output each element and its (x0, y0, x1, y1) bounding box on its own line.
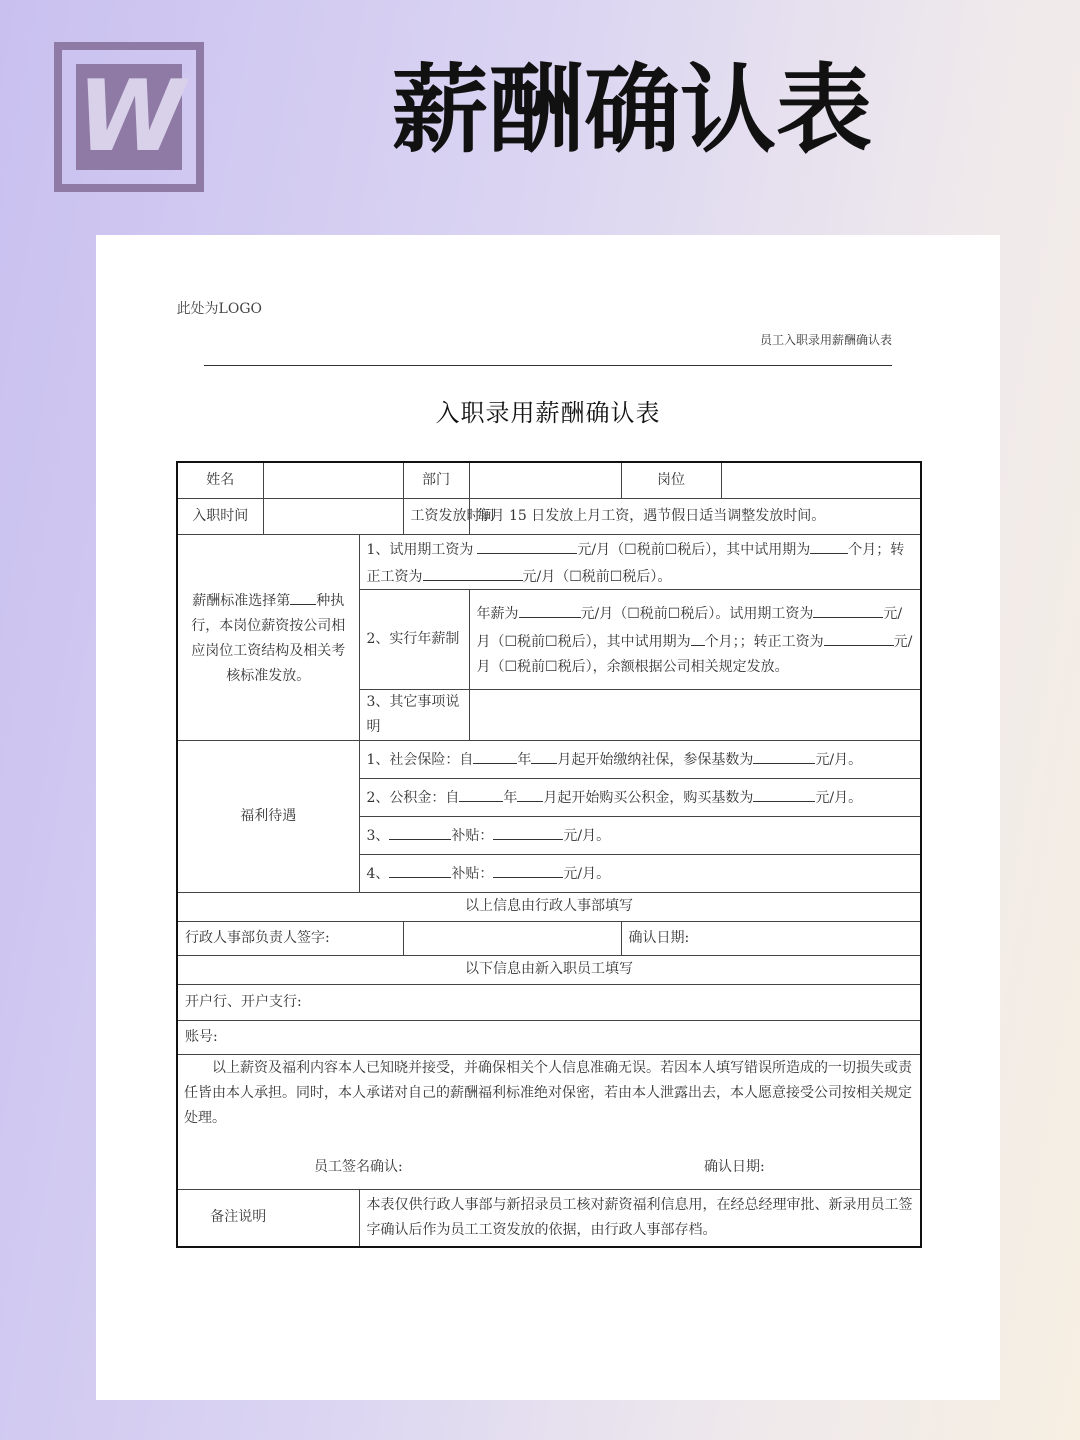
w3-text-b: 补贴： (451, 828, 494, 844)
w4-text-a: 4、 (366, 866, 390, 882)
hr-fill-note: 以上信息由行政人事部填写 (177, 892, 921, 921)
w2-text-d: 元/月。 (815, 790, 863, 806)
salary-confirmation-table (176, 461, 922, 1248)
bank-field[interactable]: 开户行、开户支行: (177, 984, 921, 1020)
w3-text-c: 元/月。 (563, 828, 611, 844)
hr-sign-label: 行政人事部负责人签字: (177, 921, 403, 955)
table-row (177, 1054, 921, 1189)
w3-blank-amount[interactable] (493, 821, 563, 840)
post-field[interactable] (721, 462, 921, 498)
logo-inner (76, 60, 182, 174)
header-divider (204, 365, 892, 366)
hr-confirm-date: 确认日期: (621, 921, 921, 955)
table-row (177, 1020, 921, 1054)
w1-text-c: 月起开始缴纳社保，参保基数为 (557, 752, 754, 768)
table-row (177, 892, 921, 921)
welfare-item-2 (359, 778, 921, 816)
document-header: 员工入职录用薪酬确认表 (759, 333, 892, 347)
w1-blank-month[interactable] (531, 745, 557, 764)
account-field[interactable]: 账号: (177, 1020, 921, 1054)
pay-time-value: 每月 15 日发放上月工资，遇节假日适当调整发放时间。 (469, 498, 921, 534)
salary-standard-text-b: 种执行，本岗位薪资按公司相应岗位工资结构及相关考核标准发放。 (191, 592, 346, 684)
w1-text-a: 1、社会保险：自 (366, 752, 474, 768)
salary-option-1 (359, 534, 921, 589)
w2-text-a: 2、公积金：自 (366, 790, 460, 806)
table-row (177, 498, 921, 534)
w1-text-b: 年 (517, 752, 532, 768)
opt2-text-d: 个月；；转正工资为 (704, 633, 824, 650)
banner-title: 薪酬确认表 (392, 54, 872, 166)
w4-text-c: 元/月。 (563, 866, 611, 882)
opt2-text-c: 元/月（☐税前☐税后），其中试用期为 (476, 605, 903, 650)
table-row (177, 1189, 921, 1247)
opt2-blank-annual[interactable] (519, 599, 581, 618)
welfare-item-1 (359, 740, 921, 778)
document-page (96, 235, 1000, 1400)
opt1-text-c: 个月；转正工资为 (366, 541, 905, 585)
hire-date-field[interactable] (263, 498, 403, 534)
opt2-blank-regular-salary[interactable] (824, 627, 894, 646)
opt2-blank-trial-months[interactable] (691, 627, 705, 646)
name-label: 姓名 (177, 462, 263, 498)
name-field[interactable] (263, 462, 403, 498)
dept-field[interactable] (469, 462, 621, 498)
opt2-label: 2、实行年薪制 (359, 589, 469, 689)
emp-date-label[interactable]: 确认日期: (704, 1158, 765, 1175)
hr-sign-field[interactable] (403, 921, 621, 955)
w1-blank-year[interactable] (473, 745, 517, 764)
post-label: 岗位 (621, 462, 721, 498)
salary-standard-text-a: 薪酬标准选择第 (192, 592, 291, 609)
table-row (177, 534, 921, 589)
w4-blank-type[interactable] (389, 859, 451, 878)
w1-text-d: 元/月。 (815, 752, 863, 768)
opt1-blank-trial-months[interactable] (810, 535, 848, 554)
opt3-label: 3、其它事项说明 (359, 689, 469, 740)
table-row (177, 462, 921, 498)
opt2-blank-trial-salary[interactable] (813, 599, 883, 618)
w2-blank-year[interactable] (459, 783, 503, 802)
dept-label: 部门 (403, 462, 469, 498)
opt1-text-d: 元/月（☐税前☐税后）。 (522, 568, 672, 585)
table-row (177, 984, 921, 1020)
opt1-text-b: 元/月（☐税前☐税后），其中试用期为 (577, 541, 811, 558)
table-row (177, 955, 921, 984)
opt1-text-a: 1、试用期工资为 (366, 541, 474, 558)
remark-label-text: 备注说明 (210, 1209, 267, 1226)
table-row (177, 921, 921, 955)
pay-time-label: 工资发放时间 (403, 498, 469, 534)
salary-option-2 (469, 589, 921, 689)
w3-blank-type[interactable] (389, 821, 451, 840)
employee-sign-row (184, 1131, 914, 1189)
hire-date-label: 入职时间 (177, 498, 263, 534)
word-document-icon (54, 42, 204, 192)
remark-label (177, 1189, 359, 1247)
opt3-field[interactable] (469, 689, 921, 740)
statement-text: 以上薪资及福利内容本人已知晓并接受，并确保相关个人信息准确无误。若因本人填写错误所造成的一切损失或责任皆由本人承担。同时，本人承诺对自己的薪酬福利标准绝对保密，若由本人泄露出去，本人愿意接受公司按相关规定处理。 (184, 1059, 912, 1126)
w4-text-b: 补贴： (451, 866, 494, 882)
opt2-text-a: 年薪为 (476, 605, 519, 622)
logo-placeholder-text: 此处为LOGO (176, 301, 262, 317)
welfare-item-4 (359, 854, 921, 892)
w2-text-c: 月起开始购买公积金，购买基数为 (543, 790, 754, 806)
salary-standard-blank[interactable] (290, 586, 316, 605)
w2-blank-base[interactable] (753, 783, 815, 802)
w2-blank-month[interactable] (517, 783, 543, 802)
opt2-text-e: 元/月（☐税前☐税后），余额根据公司相关规定发放。 (476, 633, 913, 675)
w1-blank-base[interactable] (753, 745, 815, 764)
emp-sign-label[interactable]: 员工签名确认: (314, 1158, 403, 1175)
opt1-blank-regular-salary[interactable] (423, 562, 523, 581)
w3-text-a: 3、 (366, 828, 390, 844)
table-row (177, 740, 921, 778)
remark-text: 本表仅供行政人事部与新招录员工核对薪资福利信息用，在经总经理审批、新录用员工签字确认后作为员工工资发放的依据，由行政人事部存档。 (359, 1189, 921, 1247)
welfare-label: 福利待遇 (177, 740, 359, 892)
w2-text-b: 年 (503, 790, 518, 806)
w4-blank-amount[interactable] (493, 859, 563, 878)
document-title: 入职录用薪酬确认表 (435, 399, 661, 427)
welfare-item-3 (359, 816, 921, 854)
statement-cell (177, 1054, 921, 1189)
opt2-text-b: 元/月（☐税前☐税后）。试用期工资为 (580, 605, 814, 622)
salary-standard-cell (177, 534, 359, 740)
emp-fill-note: 以下信息由新入职员工填写 (177, 955, 921, 984)
opt1-blank-trial-salary[interactable] (477, 535, 577, 554)
logo-letter: W (76, 60, 182, 174)
